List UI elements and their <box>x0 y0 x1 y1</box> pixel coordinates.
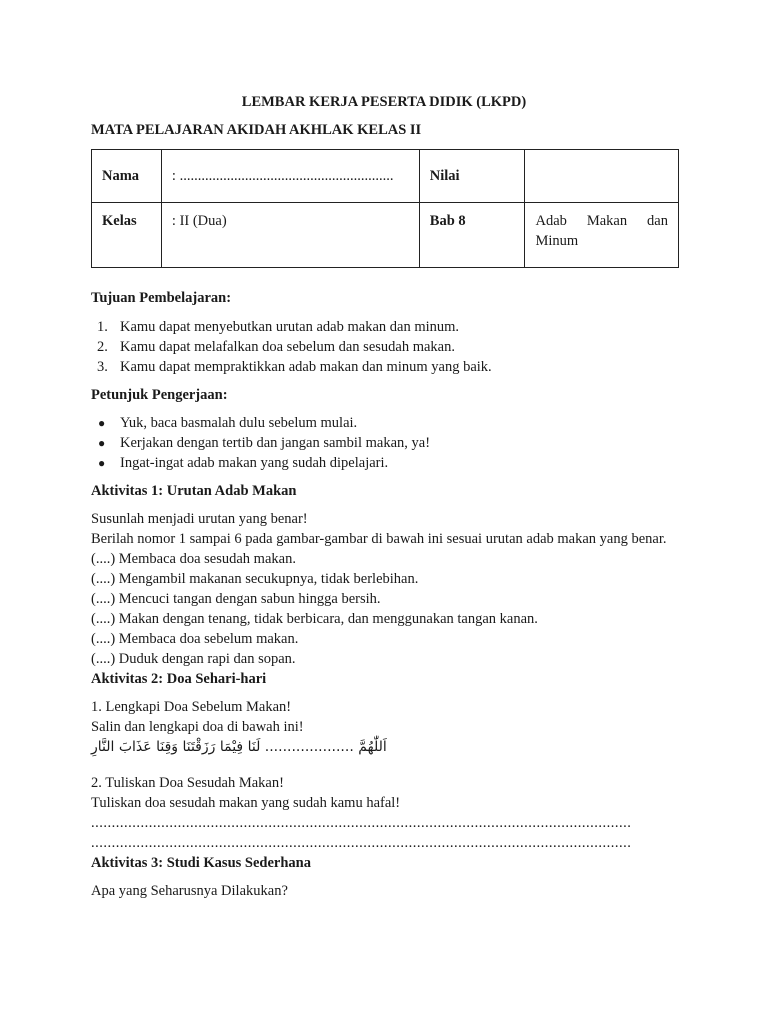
score-field[interactable] <box>525 150 679 203</box>
doa-sesudah-title: 2. Tuliskan Doa Sesudah Makan! <box>91 775 284 791</box>
petunjuk-heading: Petunjuk Pengerjaan: <box>91 387 228 403</box>
class-label: Kelas <box>92 203 162 268</box>
doa-sebelum-instruction: Salin dan lengkapi doa di bawah ini! <box>91 719 304 735</box>
tujuan-list <box>91 317 677 377</box>
answer-line[interactable]: ................................................................................................................................... <box>91 815 632 831</box>
document-title: LEMBAR KERJA PESERTA DIDIK (LKPD) <box>241 94 527 110</box>
list-item: 3. Kamu dapat mempraktikkan adab makan dan minum yang baik. <box>97 359 492 375</box>
sequence-item[interactable]: (....) Membaca doa sesudah makan. <box>91 551 296 567</box>
list-item: 1. Kamu dapat menyebutkan urutan adab makan dan minum. <box>97 319 460 335</box>
doa-sebelum-arabic[interactable]: اَللّٰهُمَّ .................... لَنَا فِيْمَا رَزَقْتَنَا وَقِنَا عَذَابَ النَّارِ <box>91 739 387 755</box>
sequence-item[interactable]: (....) Membaca doa sebelum makan. <box>91 631 299 647</box>
subject-heading: MATA PELAJARAN AKIDAH AKHLAK KELAS II <box>91 122 422 138</box>
chapter-value: Adab Makan dan Minum <box>525 203 679 268</box>
sequence-item[interactable]: (....) Mencuci tangan dengan sabun hingga bersih. <box>91 591 381 607</box>
aktivitas3-heading: Aktivitas 3: Studi Kasus Sederhana <box>91 855 311 871</box>
list-item: ● Ingat-ingat adab makan yang sudah dipelajari. <box>98 455 389 471</box>
table-row <box>92 150 679 203</box>
answer-line[interactable]: ................................................................................................................................... <box>91 835 632 851</box>
petunjuk-list <box>91 413 677 473</box>
bullet-icon: ● <box>98 416 106 430</box>
sequence-item[interactable]: (....) Mengambil makanan secukupnya, tidak berlebihan. <box>91 571 419 587</box>
tujuan-heading: Tujuan Pembelajaran: <box>91 290 232 306</box>
sequence-item[interactable]: (....) Makan dengan tenang, tidak berbicara, dan menggunakan tangan kanan. <box>91 611 538 627</box>
list-item: ● Yuk, baca basmalah dulu sebelum mulai. <box>98 415 358 431</box>
name-field[interactable]: : ........................................................... <box>161 150 419 203</box>
doa-sebelum-title: 1. Lengkapi Doa Sebelum Makan! <box>91 699 292 715</box>
student-info-table <box>91 149 679 268</box>
score-label: Nilai <box>419 150 525 203</box>
class-value: : II (Dua) <box>161 203 419 268</box>
aktivitas3-subheading: Apa yang Seharusnya Dilakukan? <box>91 883 288 899</box>
name-label: Nama <box>92 150 162 203</box>
list-item: ● Kerjakan dengan tertib dan jangan sambil makan, ya! <box>98 435 431 451</box>
aktivitas1-instruction-detail: Berilah nomor 1 sampai 6 pada gambar-gambar di bawah ini sesuai urutan adab makan yang benar. <box>91 531 667 547</box>
sequence-item[interactable]: (....) Duduk dengan rapi dan sopan. <box>91 651 296 667</box>
list-item: 2. Kamu dapat melafalkan doa sebelum dan sesudah makan. <box>97 339 455 355</box>
worksheet-content <box>91 288 677 901</box>
chapter-label: Bab 8 <box>419 203 525 268</box>
bullet-icon: ● <box>98 456 106 470</box>
bullet-icon: ● <box>98 436 106 450</box>
table-row <box>92 203 679 268</box>
aktivitas1-heading: Aktivitas 1: Urutan Adab Makan <box>91 483 297 499</box>
aktivitas1-instruction: Susunlah menjadi urutan yang benar! <box>91 511 308 527</box>
aktivitas2-heading: Aktivitas 2: Doa Sehari-hari <box>91 671 267 687</box>
doa-sesudah-instruction: Tuliskan doa sesudah makan yang sudah kamu hafal! <box>91 795 401 811</box>
